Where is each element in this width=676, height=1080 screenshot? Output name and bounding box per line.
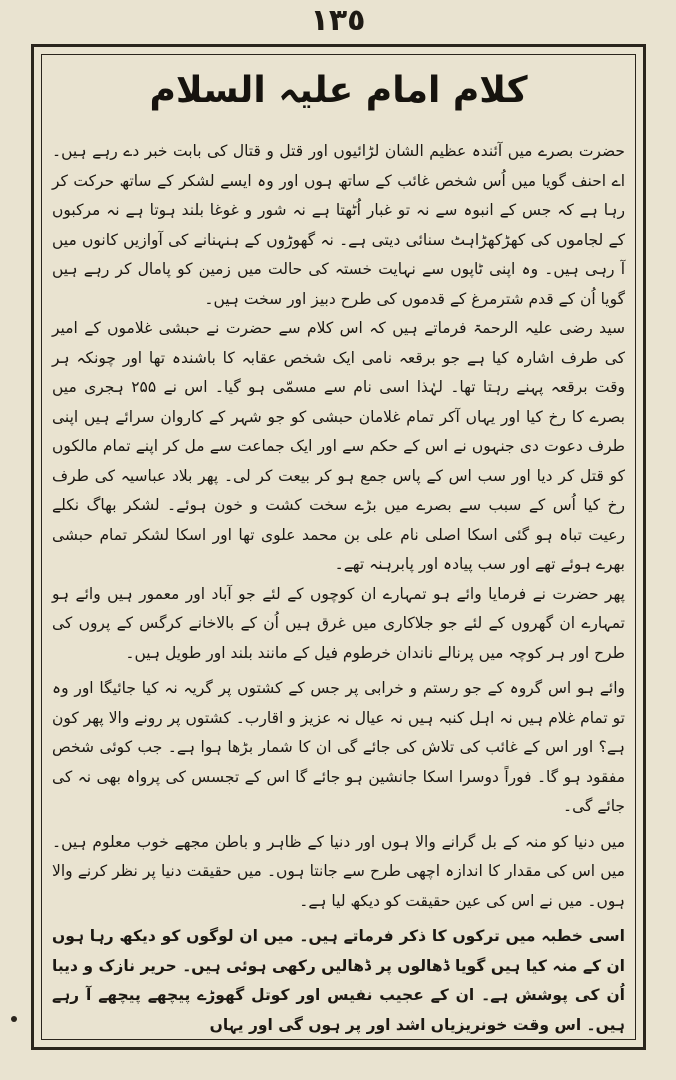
paragraph-turks: اسی خطبہ میں ترکوں کا ذکر فرماتے ہیں۔ میں ان لوگوں کو دیکھ رہا ہوں ان کے منہ کیا ہیں گویا ڈھالوں پر ڈھالیں رکھی ہوئی ہیں۔ حریر نازک و دیبا اُن کی پوشش ہے۔ ان کے عجیب نفیس اور کوتل گھوڑے پیچھے پیچھے آ رہے ہیں۔ اس وقت خونریزیاں اشد اور پر ہوں گی اور یہاں — [52, 927, 625, 1034]
margin-mark — [11, 1016, 17, 1022]
page-title: کلام امام علیہ السلام — [149, 70, 528, 111]
paragraph-prophecy: حضرت بصرے میں آئندہ عظیم الشان لڑائیوں اور قتل و قتال کی بابت خبر دے رہے ہیں۔ اے احنف گویا میں اُس شخص غائب کے ساتھ ہوں اور وہ ایسے لشکر کے ساتھ حرکت کر رہا ہے کہ جس کے انبوہ سے نہ تو غبار اُٹھتا ہے نہ شور و غوغا بلند ہوتا ہے نہ مرکبوں کے لجاموں کی کھڑکھڑاہٹ سنائی دیتی ہے۔ نہ گھوڑوں کے ہنہنانے کی آوازیں کانوں میں آ رہی ہیں۔ وہ اپنی ٹاپوں سے نہایت خستہ کی حالت میں زمین کو پامال کر رہے ہیں گویا اُن کے قدم شترمرغ کے قدموں کی طرح دبیز اور سخت ہیں۔ — [52, 142, 625, 308]
body-text — [52, 137, 625, 1040]
page-number: ١٣٥ — [310, 3, 366, 38]
page-frame-inner — [41, 54, 636, 1040]
paragraph-houses: پھر حضرت نے فرمایا وائے ہو تمہارے ان کوچوں کے لئے جو آباد اور معمور ہیں وائے ہو تمہارے ان گھروں کے لئے جو جلاکاری میں غرق ہیں اُن کے بالاخانے کرگس کے پروں کی طرح اور ہر کوچہ میں پرنالے ناندان خرطوم فیل کے مانند بلند اور طویل ہیں۔ — [52, 584, 625, 662]
paragraph-woe: وائے ہو اس گروہ کے جو رستم و خرابی پر جس کے کشتوں پر گریہ نہ کیا جائیگا اور وہ تو تمام غلام ہیں نہ اہل کنبہ ہیں نہ عیال نہ عزیز و اقارب۔ کشتوں پر رونے والا پھر کون ہے؟ اور اس کے غائب کی تلاش کی جائے گی ان کا شمار بڑھا ہوا ہے۔ جب کوئی شخص مفقود ہو گا۔ فوراً دوسرا اسکا جانشین ہو جائے گا اس کے تجسس کی پرواہ بھی نہ کی جائے گی۔ — [52, 679, 625, 815]
paragraph-world: میں دنیا کو منہ کے بل گرانے والا ہوں اور دنیا کے ظاہر و باطن مجھے خوب معلوم ہیں۔ میں اس کی مقدار کا اندازہ اچھی طرح سے جانتا ہوں۔ میں حقیقت دنیا پر نظر کرنے والا ہوں۔ میں نے اس کی عین حقیقت کو دیکھ لیا ہے۔ — [52, 832, 625, 910]
paragraph-commentary: سید رضی علیہ الرحمۃ فرماتے ہیں کہ اس کلام سے حضرت نے حبشی غلاموں کے امیر کی طرف اشارہ کیا ہے جو برقعہ نامی ایک شخص عقابہ کا باشندہ تھا اور چونکہ ہر وقت برقعہ پہنے رہتا تھا۔ لہٰذا اسی نام سے مسمّی ہو گیا۔ اس نے ۲۵۵ ہجری میں بصرے کا رخ کیا اور یہاں آکر تمام غلامان حبشی کو جو شہر کے کاروان سرائے ہیں اپنی طرف دعوت دی جنہوں نے اس کے حکم سے اور ایک جماعت سے مل کر اپنے تمام مالکوں کو قتل کر دیا اور سب اس کے پاس جمع ہو کر بیعت کر لی۔ پھر بلاد عباسیہ کی طرف رخ کیا اُس کے سبب سے بصرے میں بڑے سخت کشت و خون ہوئے۔ لشکر بھاگ نکلے رعیت تباہ ہو گئی اسکا اصلی نام علی بن محمد علوی تھا اور اسکا لشکر تمام حبشی بھرے ہوئے تھے اور سب پیادہ اور پابرہنہ تھے۔ — [52, 319, 626, 573]
